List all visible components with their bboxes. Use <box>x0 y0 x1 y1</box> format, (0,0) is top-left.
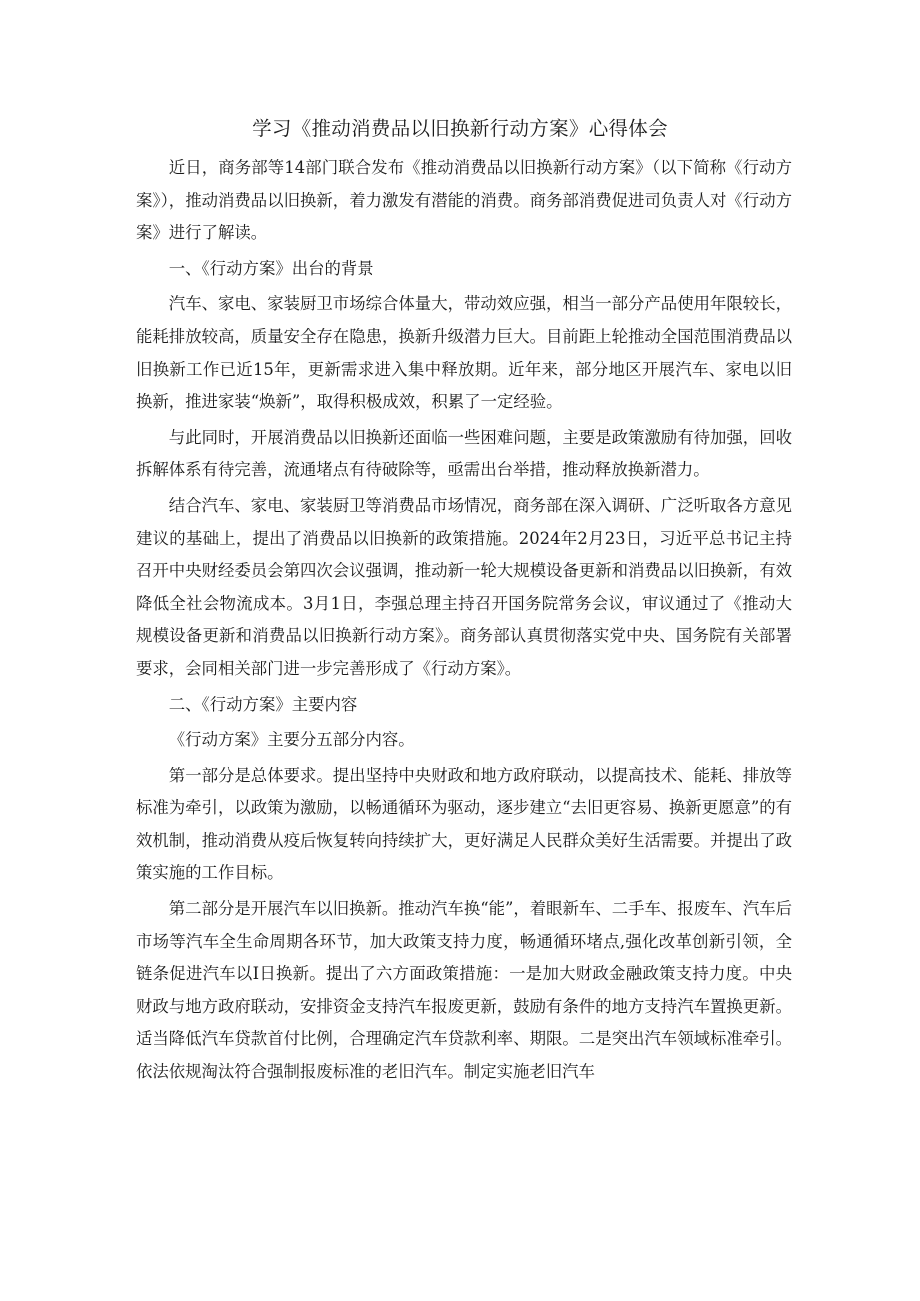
paragraph-background-3: 结合汽车、家电、家装厨卫等消费品市场情况，商务部在深入调研、广泛听取各方意见建议的基础上，提出了消费品以旧换新的政策措施。2024年2月23日，习近平总书记主持召开中央财经委员会第四次会议强调，推动新一轮大规模设备更新和消费品以旧换新，有效降低全社会物流成本。3月1日，李强总理主持召开国务院常务会议，审议通过了《推动大规模设备更新和消费品以旧换新行动方案》。商务部认真贯彻落实党中央、国务院有关部署要求，会同相关部门进一步完善形成了《行动方案》。 <box>136 495 792 678</box>
paragraph-part-two: 第二部分是开展汽车以旧换新。推动汽车换“能”，着眼新车、二手车、报废车、汽车后市场等汽车全生命周期各环节，加大政策支持力度，畅通循环堵点,强化改革创新引领，全链条促进汽车以I日换新。提出了六方面政策措施：一是加大财政金融政策支持力度。中央财政与地方政府联动，安排资金支持汽车报废更新，鼓励有条件的地方支持汽车置换更新。适当降低汽车贷款首付比例，合理确定汽车贷款利率、期限。二是突出汽车领域标准牵引。依法依规淘汰符合强制报废标准的老旧汽车。制定实施老旧汽车 <box>136 899 793 1082</box>
paragraph-part-one: 第一部分是总体要求。提出坚持中央财政和地方政府联动，以提高技术、能耗、排放等标准为牵引，以政策为激励，以畅通循环为驱动，逐步建立“去旧更容易、换新更愿意”的有效机制，推动消费从疫后恢复转向持续扩大，更好满足人民群众美好生活需要。并提出了政策实施的工作目标。 <box>136 765 792 883</box>
paragraph-background-2: 与此同时，开展消费品以旧换新还面临一些困难问题，主要是政策激励有待加强，回收拆解体系有待完善，流通堵点有待破除等，亟需出台举措，推动释放换新潜力。 <box>136 427 792 480</box>
paragraph-intro: 近日，商务部等14部门联合发布《推动消费品以旧换新行动方案》（以下简称《行动方案》），推动消费品以旧换新，着力激发有潜能的消费。商务部消费促进司负责人对《行动方案》进行了解读。 <box>136 158 792 243</box>
paragraph-background-1: 汽车、家电、家装厨卫市场综合体量大，带动效应强，相当一部分产品使用年限较长，能耗排放较高，质量安全存在隐患，换新升级潜力巨大。目前距上轮推动全国范围消费品以旧换新工作已近15年，更新需求进入集中释放期。近年来，部分地区开展汽车、家电以旧换新，推进家装“焕新”，取得积极成效，积累了一定经验。 <box>136 294 792 412</box>
section-heading-background: 一、《行动方案》出台的背景 <box>168 258 374 278</box>
document-body <box>136 152 792 1092</box>
paragraph-content-overview: 《行动方案》主要分五部分内容。 <box>168 730 415 750</box>
document-title: 学习《推动消费品以旧换新行动方案》心得体会 <box>252 117 668 140</box>
section-heading-content: 二、《行动方案》主要内容 <box>168 694 358 714</box>
